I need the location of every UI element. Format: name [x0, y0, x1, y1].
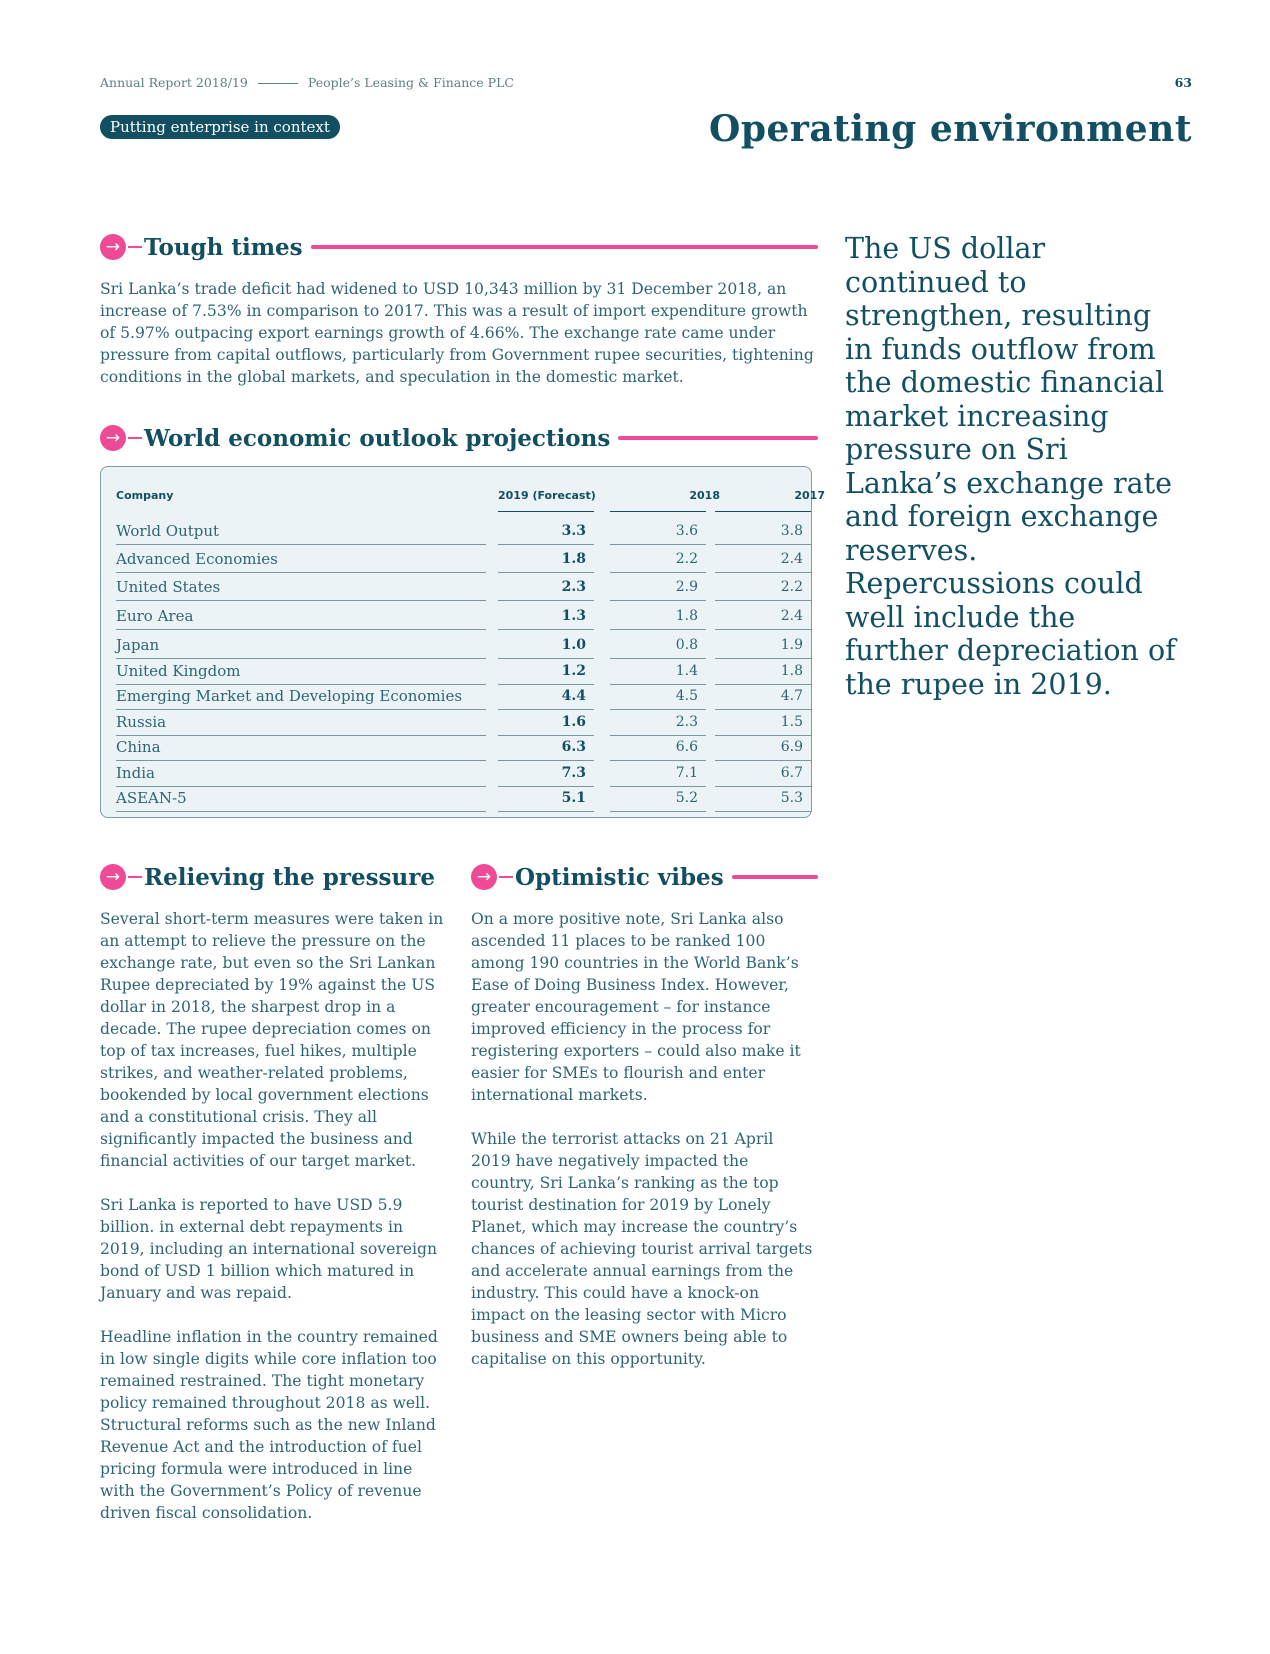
page-title: Operating environment: [708, 108, 1192, 150]
heading-text: Optimistic vibes: [515, 863, 724, 891]
heading-dash: [128, 437, 142, 439]
table-cell-value: 1.2: [498, 659, 594, 685]
relieving-paragraph-3: Headline inflation in the country remained in low single digits while core inflation too remained restrained. The tight monetary policy remained throughout 2018 as well. Structural reforms such as the new Inland Revenue Act and the introduction of fuel pricing formula were introduced in line with the Government’s Policy of revenue driven fiscal consolidation.: [100, 1328, 438, 1522]
heading-text: World economic outlook projections: [144, 424, 611, 452]
table-cell-value: 7.3: [498, 761, 594, 787]
table-cell-value: 1.4: [610, 659, 706, 685]
heading-text: Tough times: [144, 233, 303, 261]
table-cell-region: ASEAN-5: [116, 786, 486, 812]
heading-optimistic-vibes: [471, 862, 818, 892]
running-header: [100, 75, 514, 90]
table-cell-value: 6.9: [715, 735, 811, 761]
table-cell-value: 6.6: [610, 735, 706, 761]
report-name: Annual Report 2018/19: [100, 75, 248, 90]
table-cell-value: 2.4: [715, 604, 811, 630]
table-cell-value: 4.5: [610, 684, 706, 710]
table-cell-region: United Kingdom: [116, 659, 486, 685]
table-cell-value: 1.8: [498, 547, 594, 573]
heading-outlook: [100, 423, 818, 453]
table-cell-region: Emerging Market and Developing Economies: [116, 684, 486, 710]
heading-dash: [499, 876, 513, 878]
relieving-paragraph-1: Several short-term measures were taken in an attempt to relieve the pressure on the exchange rate, but even so the Sri Lankan Rupee depreciated by 19% against the US dollar in 2018, the sharpest drop in a decade. The rupee depreciation comes on top of tax increases, fuel hikes, multiple strikes, and weather-related problems, bookended by local government elections and a constitutional crisis. They all significantly impacted the business and financial activities of our target market.: [100, 910, 444, 1170]
table-cell-value: 4.4: [498, 684, 594, 710]
arrow-right-icon: →: [100, 425, 126, 451]
table-cell-value: 1.5: [715, 710, 811, 736]
column-header: Company: [116, 489, 174, 502]
table-cell-value: 0.8: [610, 633, 706, 659]
table-cell-region: World Output: [116, 519, 486, 545]
table-cell-value: 5.3: [715, 786, 811, 812]
table-cell-value: 2.3: [498, 575, 594, 601]
table-cell-value: 1.8: [715, 659, 811, 685]
table-cell-region: Euro Area: [116, 604, 486, 630]
table-cell-value: 6.7: [715, 761, 811, 787]
table-cell-region: Russia: [116, 710, 486, 736]
table-cell-value: 3.3: [498, 519, 594, 545]
table-cell-region: United States: [116, 575, 486, 601]
table-cell-region: India: [116, 761, 486, 787]
table-cell-value: 2.2: [610, 547, 706, 573]
table-cell-value: 7.1: [610, 761, 706, 787]
optimistic-paragraph-2: While the terrorist attacks on 21 April 2019 have negatively impacted the country, Sri Lanka’s ranking as the top tourist destination for 2019 by Lonely Planet, which may increase the country’s chances of achieving tourist arrival targets and accelerate annual earnings from the industry. This could have a knock-on impact on the leasing sector with Micro business and SME owners being able to capitalise on this opportunity.: [471, 1130, 813, 1368]
page-number: 63: [1174, 75, 1192, 90]
optimistic-paragraph-1: On a more positive note, Sri Lanka also ascended 11 places to be ranked 100 among 190 countries in the World Bank’s Ease of Doing Business Index. However, greater encouragement – for instance improved efficiency in the process for registering exporters – could also make it easier for SMEs to flourish and enter international markets.: [471, 910, 801, 1104]
table-cell-region: Japan: [116, 633, 486, 659]
table-cell-value: 6.3: [498, 735, 594, 761]
relieving-paragraph-2: Sri Lanka is reported to have USD 5.9 billion. in external debt repayments in 2019, including an international sovereign bond of USD 1 billion which matured in January and was repaid.: [100, 1196, 438, 1302]
table-cell-region: Advanced Economies: [116, 547, 486, 573]
heading-relieving-pressure: [100, 862, 441, 892]
header-rule: [610, 511, 706, 512]
table-cell-value: 2.4: [715, 547, 811, 573]
table-cell-value: 1.6: [498, 710, 594, 736]
table-cell-value: 2.2: [715, 575, 811, 601]
arrow-right-icon: →: [100, 234, 126, 260]
table-cell-value: 2.3: [610, 710, 706, 736]
pull-quote: The US dollar continued to strengthen, resulting in funds outflow from the domestic financial market increasing pressure on Sri Lanka’s exchange rate and foreign exchange reserves. Repercussions could well include the further depreciation of the rupee in 2019.: [845, 232, 1176, 701]
table-cell-value: 2.9: [610, 575, 706, 601]
column-header: 2018: [689, 489, 720, 502]
header-divider: [258, 83, 298, 84]
table-cell-value: 1.0: [498, 633, 594, 659]
column-header: 2019 (Forecast): [498, 489, 596, 502]
table-cell-value: 5.1: [498, 786, 594, 812]
header-rule: [715, 511, 811, 512]
heading-text: Relieving the pressure: [144, 863, 435, 891]
table-cell-region: China: [116, 735, 486, 761]
table-cell-value: 1.3: [498, 604, 594, 630]
outlook-table: [100, 466, 825, 818]
heading-dash: [128, 876, 142, 878]
tough-times-paragraph: Sri Lanka’s trade deficit had widened to USD 10,343 million by 31 December 2018, an increase of 7.53% in comparison to 2017. This was a result of import expenditure growth of 5.97% outpacing export earnings growth of 4.66%. The exchange rate came under pressure from capital outflows, particularly from Government rupee securities, tightening conditions in the global markets, and speculation in the domestic market.: [100, 280, 814, 386]
company-name: People’s Leasing & Finance PLC: [307, 75, 514, 90]
table-cell-value: 3.6: [610, 519, 706, 545]
heading-rule: [311, 245, 818, 249]
section-tag: Putting enterprise in context: [100, 115, 340, 139]
heading-rule: [618, 436, 818, 440]
heading-tough-times: [100, 232, 818, 262]
table-cell-value: 1.9: [715, 633, 811, 659]
header-rule: [498, 511, 594, 512]
table-cell-value: 3.8: [715, 519, 811, 545]
table-cell-value: 5.2: [610, 786, 706, 812]
arrow-right-icon: →: [471, 864, 497, 890]
arrow-right-icon: →: [100, 864, 126, 890]
table-cell-value: 1.8: [610, 604, 706, 630]
heading-dash: [128, 246, 142, 248]
table-cell-value: 4.7: [715, 684, 811, 710]
heading-rule: [732, 875, 818, 879]
column-header: 2017: [794, 489, 825, 502]
